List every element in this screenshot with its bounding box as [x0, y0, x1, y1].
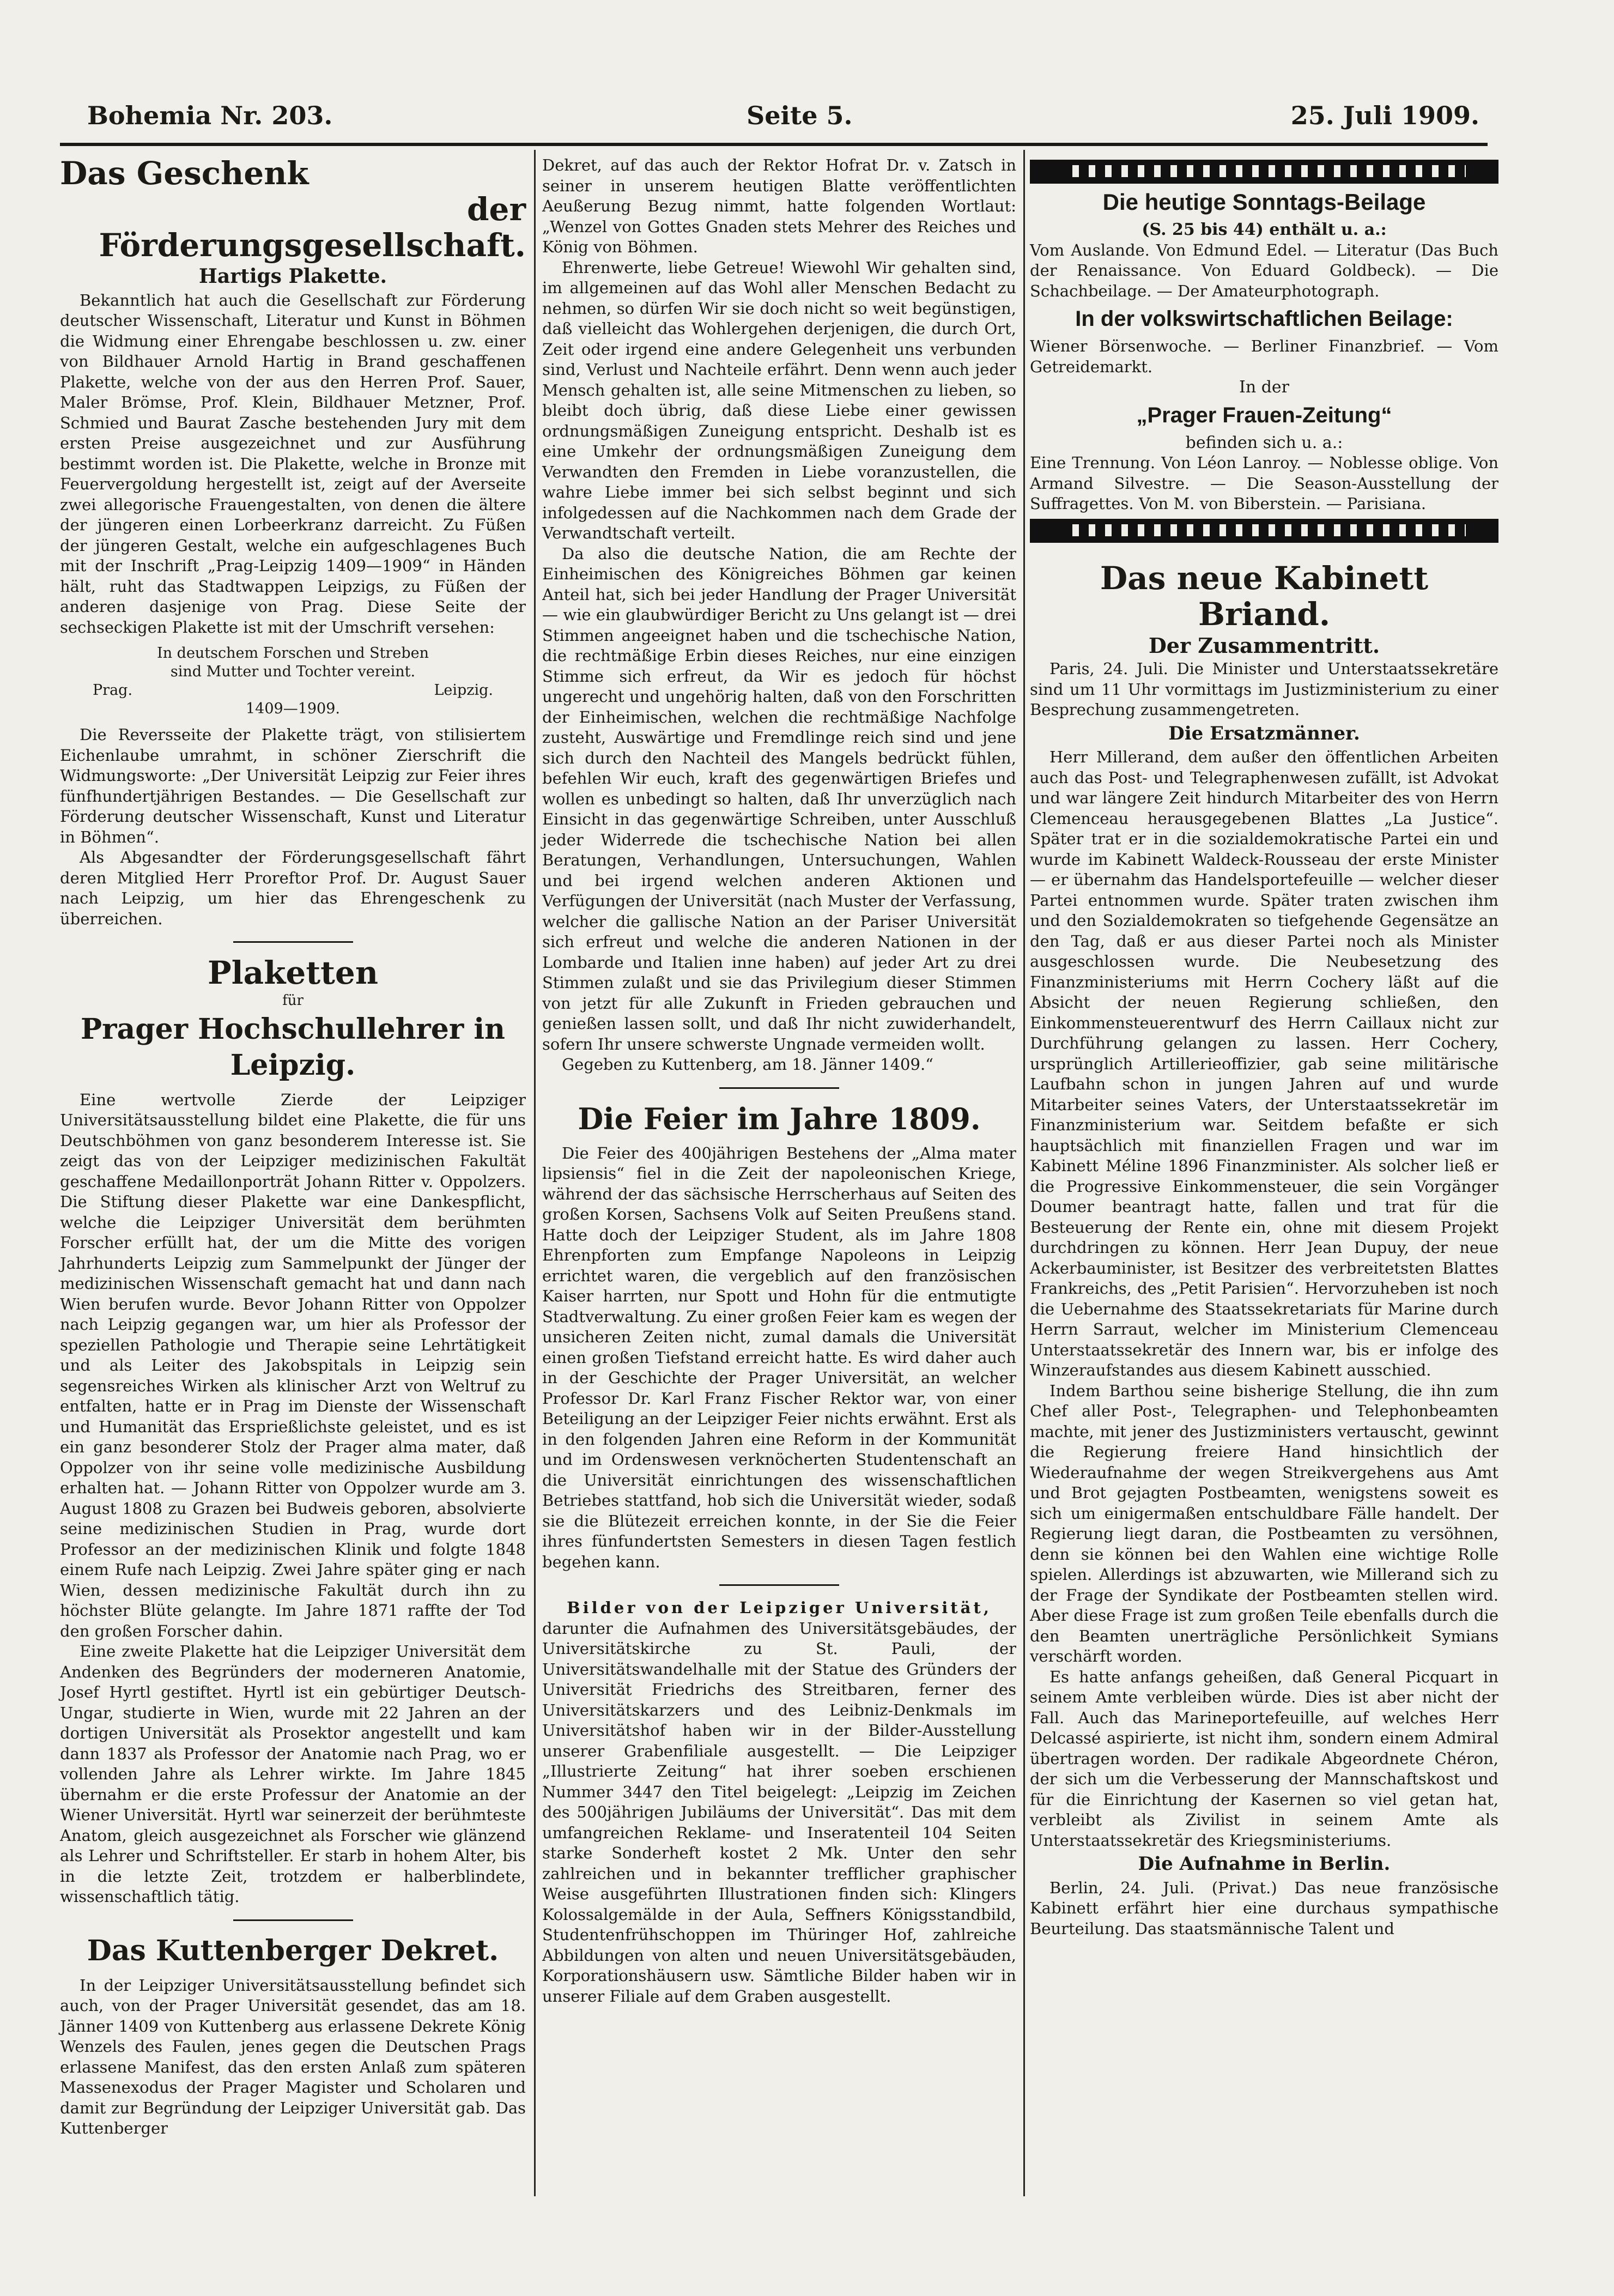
- volkswirt-title: In der volkswirtschaftlichen Beilage:: [1075, 307, 1453, 331]
- article-title-geschenk-1: Das Geschenk: [60, 155, 309, 192]
- article-title-geschenk-2: der Förderungsgesellschaft.: [99, 191, 526, 264]
- header-date: 25. Juli 1909.: [1290, 101, 1479, 130]
- beilage-items: Vom Auslande. Von Edmund Edel. — Literatur (Das Buch der Renaissance. Von Eduard Goldbeck). — Die Schachbeilage. — Der Amateurphotograph.: [1030, 240, 1498, 300]
- frauen-title: „Prager Frauen-Zeitung“: [1136, 403, 1392, 427]
- article-paragraph: In der Leipziger Universitätsausstellung befindet sich auch, von der Prager Universität gesendet, das am 18. Jänner 1409 von Kuttenberg aus erlassene Dekrete König Wenzels des Faulen, jenes gegen die Deutschen Prags erlassene Manifest, das den ersten Anlaß zum späteren Massenexodus der Prager Magister und Scholaren und damit zur Begründung der Leipziger Universität gab. Das Kuttenberger: [60, 1976, 526, 2137]
- inscription-line: sind Mutter und Tochter vereint.: [170, 663, 416, 680]
- article-paragraph: Ehrenwerte, liebe Getreue! Wiewohl Wir gehalten sind, im allgemeinen auf das Wohl aller Menschen Bedacht zu nehmen, so dürfen Wir sie doch nicht so weit begünstigen, daß vielleicht das Wohlergehen derjenigen, die durch Ort, Zeit oder irgend eine andere Gelegenheit uns verbunden sind, Verlust und Nachteile erfährt. Denn wenn auch jeder Mensch gehalten ist, alle seine Mitmenschen zu lieben, so bleibt doch übrig, daß diese Liebe einer gewissen ordnungsmäßigen Zuneigung entspricht. Deshalb ist es eine Umkehr der ordnungsmäßigen Zuneigung dem Verwandten den Fremden in Liebe voranzustellen, die wahre Liebe immer bei sich selbst beginnt und sich infolgedessen auf die Nachkommen nach dem Grade der Verwandtschaft verteilt.: [542, 258, 1016, 542]
- section-separator: [233, 941, 353, 943]
- article-subtitle-aufnahme-berlin: Die Aufnahme in Berlin.: [1138, 1853, 1391, 1875]
- header-rule: [60, 143, 1488, 146]
- article-paragraph: Als Abgesandter der Förderungsgesellschaft fährt deren Mitglied Herr Proreftor Prof. Dr. August Sauer nach Leipzig, um hier das Ehrengeschenk zu überreichen.: [60, 848, 526, 928]
- column-divider-1: [534, 150, 536, 2196]
- article-paragraph: Indem Barthou seine bisherige Stellung, die ihn zum Chef aller Post-, Telegraphen- und Telephonbeamten machte, mit jener des Justizministers vertauscht, gewinnt die Regierung freiere Hand hinsichtlich der Wiederaufnahme der wegen Streikvergehens aus Amt und Brot gejagten Postbeamten, wenigstens soweit es sich um einigermaßen entschuldbare Fälle handelt. Der Regierung liegt daran, die Postbeamten zu versöhnen, denn sie können bei den Wahlen eine wichtige Rolle spielen. Allerdings ist abzuwarten, wie Millerand sich zu der Frage der Syndikate der Postbeamten stellen wird. Aber diese Frage ist zum großen Teile ebenfalls durch die den Beamten unerträgliche Persönlichkeit Symians verschärft worden.: [1030, 1381, 1498, 1665]
- article-paragraph: Es hatte anfangs geheißen, daß General Picquart in seinem Amte verbleiben würde. Dies ist aber nicht der Fall. Auch das Marineportefeuille, auf welches Herr Delcassé aspirierte, ist nicht ihm, sondern einem Admiral übertragen worden. Der radikale Abgeordnete Chéron, der sich um die Verbesserung der Mannschaftskost und für die Einrichtung der Kasernen so viel getan hat, verbleibt als Zivilist in seinem Amte als Unterstaatssekretär des Kriegsministeriums.: [1030, 1667, 1498, 1850]
- article-title-feier-1809: Die Feier im Jahre 1809.: [578, 1101, 981, 1136]
- article-paragraph: Die Feier des 400jährigen Bestehens der „Alma mater lipsiensis“ fiel in die Zeit der napoleonischen Kriege, während der das sächsische Herrscherhaus auf Seiten des großen Korsen, Sachsens Volk auf Seiten Preußens stand. Hatte doch der Leipziger Student, als im Jahre 1808 Ehrenpforten zum Empfange Napoleons in Leipzig errichtet waren, die vergeblich auf den französischen Kaiser harrten, nur Spott und Hohn für die entmutigte Stadtverwaltung. Zu einer großen Feier kam es wegen der unsicheren Zeiten nicht, zumal damals die Universität einen großen Tiefstand erreicht hatte. Es wird daher auch in der Geschichte der Prager Universität, an welcher Professor Dr. Karl Franz Fischer Rektor war, von einer Beteiligung an der Leipziger Feier nichts erwähnt. Erst als in den folgenden Jahren eine Reform in der Kommunität und im Ordenswesen verknöcherten Studentenschaft an die Universität einrichtungen des wissenschaftlichen Betriebes stattfand, hob sich die Universität wieder, sodaß sie die Blütezeit erreichen konnte, in der Sie die Feier ihres fünfundertsten Semesters in diesen Tagen festlich begehen kann.: [542, 1143, 1016, 1571]
- article-paragraph: Da also die deutsche Nation, die am Rechte der Einheimischen des Königreiches Böhmen gar keinen Anteil hat, sich bei jeder Handlung der Prager Universität — wie ein glaubwürdiger Bericht zu Uns gelangt ist — drei Stimmen angeeignet haben und die tschechische Nation, die rechtmäßige Erbin dieses Reiches, nur eine einzigen Stimme sich erfreut, da Wir es jedoch für höchst ungerecht und ungehörig halten, daß von den Forschritten der Einheimischen, welchen die rechtmäßige Nachfolge zusteht, Auswärtige und Fremdlinge reich sind und jene sich durch den Nachteil des Mangels bedrückt fühlen, befehlen Wir euch, kraft des gegenwärtigen Briefes und wollen es unbedingt so halten, daß Ihr unverzüglich nach Einsicht in das gegenwärtige Schreiben, unter Ausschluß jeder Widerrede die tschechische Nation bei allen Beratungen, Verhandlungen, Untersuchungen, Wahlen und bei irgend welchen anderen Aktionen und Verfügungen der Universität (nach Muster der Verfassung, welcher die gallische Nation an der Pariser Universität sich erfreut und welche die anderen Nationen in der Lombarde und Italien inne haben) auf jeder Art zu drei Stimmen zulaßt und sie das Privilegium dieser Stimmen von jetzt für alle Zukunft in Frieden gebrauchen und genießen lassen sollt, und daß Ihr nicht zuwiderhandelt, sofern Ihr unsere schwerste Ungnade vermeiden wollt.: [542, 544, 1016, 1053]
- volkswirt-items: Wiener Börsenwoche. — Berliner Finanzbrief. — Vom Getreidemarkt.: [1030, 337, 1498, 376]
- column-3: [1030, 155, 1498, 1939]
- header-issue: Bohemia Nr. 203.: [87, 101, 333, 130]
- inscription-line: In deutschem Forschen und Streben: [157, 645, 429, 662]
- article-paragraph: Herr Millerand, dem außer den öffentlichen Arbeiten auch das Post- und Telegraphenwesen zufällt, ist Advokat und war längere Zeit hindurch Mitarbeiter des von Herrn Clemenceau herausgegebenen Blattes „La Justice“. Später trat er in die sozialdemokratische Partei ein und wurde im Kabinett Waldeck-Rousseau der erste Minister — er übernahm das Handelsportefeuille — welcher dieser Partei entnommen wurde. Später traten zwischen ihm und den Sozialdemokraten so tiefgehende Gegensätze an den Tag, daß er aus dieser Partei noch als Minister ausgeschlossen wurde. Die Neubesetzung des Finanzministeriums mit Herrn Cochery läßt auf die Absicht der neuen Regierung schließen, den Einkommensteuerentwurf des Herrn Caillaux nicht zur Durchführung gelangen zu lassen. Herr Cochery, ursprünglich Artillerieoffizier, gab seine militärische Laufbahn schon in jungen Jahren auf und wurde Mitarbeiter seines Vaters, der Unterstaatssekretär im Finanzministerium war. Seitdem befaßte er sich hauptsächlich mit finanziellen Fragen und war im Kabinett Méline 1896 Finanzminister. Als solcher ließ er die Progressive Einkommensteuer, die sein Vorgänger Doumer beantragt hatte, fallen und trat für die Besteuerung der Rente ein, ohne mit diesem Projekt durchdringen zu können. Herr Jean Dupuy, der neue Ackerbauminister, ist Besitzer des verbreitetsten Blattes Frankreichs, des „Petit Parisien“. Hervorzuheben ist noch die Uebernahme des Staatssekretariats für Marine durch Herrn Sarraut, welcher im Ministerium Clemenceau Unterstaatssekretär des Innern war, bis er infolge des Winzeraufstandes aus diesem Kabinett ausschied.: [1030, 748, 1498, 1379]
- article-lead-bilder: Bilder von der Leipziger Universität,: [567, 1598, 992, 1617]
- article-paragraph: Paris, 24. Juli. Die Minister und Unterstaatssekretäre sind um 11 Uhr vormittags im Justizministerium zu einer Besprechung zusammengetreten.: [1030, 659, 1498, 719]
- header-page-number: Seite 5.: [747, 101, 853, 130]
- article-subtitle-ersatzmaenner: Die Ersatzmänner.: [1168, 722, 1360, 744]
- inscription-years: 1409—1909.: [245, 700, 340, 717]
- article-paragraph: Eine wertvolle Zierde der Leipziger Universitätsausstellung bildet eine Plakette, die für uns Deutschböhmen von ganz besonderem Interesse ist. Sie zeigt das von der Leipziger medizinischen Fakultät geschaffene Medaillonporträt Johann Ritter v. Oppolzers. Die Stiftung dieser Plakette war eine Dankespflicht, welche die Leipziger Universität dem berühmten Forscher erfüllt hat, der um die Mitte des vorigen Jahrhunderts Leipzig zum Sammelpunkt der Jünger der medizinischen Wissenschaft gemacht hat und dann nach Wien berufen wurde. Bevor Johann Ritter von Oppolzer nach Leipzig gegangen war, um hier als Professor der speziellen Pathologie und Therapie seine Lehrtätigkeit und als Leiter des Jakobspitals in Leipzig sein segensreiches Wirken als klinischer Arzt von Weltruf zu entfalten, hatte er in Prag im Dienste der Wissenschaft und Humanität das Ersprießlichste geleistet, und es ist ein ganz besonderer Stolz der Prager alma mater, daß Oppolzer von ihr seine volle medizinische Ausbildung erhalten hat. — Johann Ritter von Oppolzer wurde am 3. August 1808 zu Grazen bei Budweis geboren, absolvierte seine medizinischen Studien in Prag, wurde dort Professor an der medizinischen Klinik und folgte 1848 einem Rufe nach Leipzig. Zwei Jahre später ging er nach Wien, dessen medizinische Fakultät durch ihn zu höchster Blüte gelangte. Im Jahre 1871 raffte der Tod den großen Forscher dahin.: [60, 1090, 526, 1640]
- section-separator: [233, 1919, 353, 1921]
- page-header: [87, 101, 1479, 134]
- beilage-pages: (S. 25 bis 44) enthält u. a.:: [1142, 220, 1387, 239]
- ornament-bar-top: [1030, 160, 1498, 184]
- beilage-title: Die heutige Sonntags-Beilage: [1102, 189, 1426, 215]
- section-separator: [719, 1584, 839, 1586]
- ornament-bar-bottom: [1030, 519, 1498, 543]
- column-divider-2: [1023, 150, 1025, 2196]
- article-paragraph: Gegeben zu Kuttenberg, am 18. Jänner 1409.“: [562, 1055, 933, 1074]
- article-paragraph: Dekret, auf das auch der Rektor Hofrat Dr. v. Zatsch in seiner in unserem heutigen Blatte veröffentlichten Aeußerung Bezug nimmt, hatte folgenden Wortlaut: „Wenzel von Gottes Gnaden stets Mehrer des Reiches und König von Böhmen.: [542, 156, 1016, 256]
- article-paragraph: Berlin, 24. Juli. (Privat.) Das neue französische Kabinett erfährt hier eine durchaus sympathische Beurteilung. Das staatsmännische Talent und: [1030, 1878, 1498, 1938]
- column-2: [542, 155, 1016, 2007]
- article-subtitle-zusammentritt: Der Zusammentritt.: [1148, 633, 1380, 658]
- frauen-in-der: In der: [1239, 378, 1289, 397]
- article-paragraph: darunter die Aufnahmen des Universitätsgebäudes, der Universitätskirche zu St. Pauli, der Universitätswandelhalle mit der Statue des Gründers der Universität Friedrichs des Streitbaren, ferner des Universitätskarzers und des Leibniz-Denkmals im Universitätshof haben wir in der Bilder-Ausstellung unserer Grabenfiliale ausgestellt. — Die Leipziger „Illustrierte Zeitung“ hat ihrer soeben erschienen Nummer 3447 den Titel beigelegt: „Leipzig im Zeichen des 500jährigen Jubiläums der Universität“. Das mit dem umfangreichen Reklame- und Inseratenteil 104 Seiten starke Sonderheft kostet 2 Mk. Unter den sehr zahlreichen und in bekannter trefflicher graphischer Weise ausgeführten Illustrationen finden sich: Klingers Kolossalgemälde in der Aula, Seffners Königsstandbild, Studentenfrühschoppen im Thüringer Hof, zahlreiche Abbildungen von alten und neuen Universitätsgebäuden, Korporationshäusern usw. Sämtliche Bilder haben wir in unserer Filiale auf dem Graben ausgestellt.: [542, 1619, 1016, 2006]
- section-separator: [719, 1087, 839, 1089]
- article-title-hochschullehrer: Prager Hochschullehrer in Leipzig.: [81, 1012, 505, 1082]
- article-paragraph: Bekanntlich hat auch die Gesellschaft zur Förderung deutscher Wissenschaft, Literatur und Kunst in Böhmen die Widmung einer Ehrengabe beschlossen u. zw. einer von Bildhauer Arnold Hartig in Brand geschaffenen Plakette, welche von der aus den Herren Prof. Sauer, Maler Brömse, Prof. Klein, Bildhauer Metzner, Prof. Schmied und Baurat Zasche bestehenden Jury mit dem ersten Preise ausgezeichnet und zur Ausführung bestimmt worden ist. Die Plakette, welche in Bronze mit Feuervergoldung hergestellt ist, zeigt auf der Averseite zwei allegorische Frauengestalten, von denen die ältere der jüngeren einen Lorbeerkranz darreicht. Zu Füßen der jüngeren Gestalt, welche ein aufgeschlagenes Buch mit der Inschrift „Prag-Leipzig 1409—1909“ in Händen hält, ruht das Stadtwappen Leipzigs, zu Füßen der anderen dasjenige von Prag. Diese Seite der sechseckigen Plakette ist mit der Umschrift versehen:: [60, 290, 526, 637]
- article-title-fuer: für: [282, 992, 304, 1009]
- article-paragraph: Die Reversseite der Plakette trägt, von stilisiertem Eichenlaube umrahmt, in schöner Zierschrift die Widmungsworte: „Der Universität Leipzig zur Feier ihres fünfhundertjährigen Bestandes. — Die Gesellschaft zur Förderung deutscher Wissenschaft, Kunst und Literatur in Böhmen“.: [60, 725, 526, 846]
- article-title-kabinett-briand: Das neue Kabinett Briand.: [1100, 559, 1429, 633]
- frauen-subtitle: befinden sich u. a.:: [1185, 433, 1343, 452]
- article-title-plaketten: Plaketten: [208, 954, 378, 991]
- inscription-city-leipzig: Leipzig.: [434, 682, 493, 699]
- article-subtitle-plakette: Hartigs Plakette.: [198, 265, 387, 288]
- article-title-kuttenberger-dekret: Das Kuttenberger Dekret.: [87, 1934, 499, 1967]
- inscription: [60, 644, 526, 718]
- frauen-items: Eine Trennung. Von Léon Lanroy. — Noblesse oblige. Von Armand Silvestre. — Die Season-Ausstellung der Suffragettes. Von M. von Biberstein. — Parisiana.: [1030, 453, 1498, 513]
- article-paragraph: Eine zweite Plakette hat die Leipziger Universität dem Andenken des Begründers der moderneren Anatomie, Josef Hyrtl gestiftet. Hyrtl ist ein gebürtiger Deutsch-Ungar, studierte in Wien, wurde mit 22 Jahren an der dortigen Universität als Prosektor angestellt und kam dann 1837 als Professor der Anatomie nach Prag, wo er vollenden Jahre als Lehrer wirkte. Im Jahre 1845 übernahm er die erste Professur der Anatomie an der Wiener Universität. Hyrtl war seinerzeit der berühmteste Anatom, gleich ausgezeichnet als Forscher wie glänzend als Lehrer und Schriftsteller. Er starb in hohem Alter, bis in die letzte Zeit, trotzdem er halberblindete, wissenschaftlich tätig.: [60, 1642, 526, 1906]
- column-1: [60, 155, 526, 2139]
- inscription-city-prag: Prag.: [93, 682, 133, 699]
